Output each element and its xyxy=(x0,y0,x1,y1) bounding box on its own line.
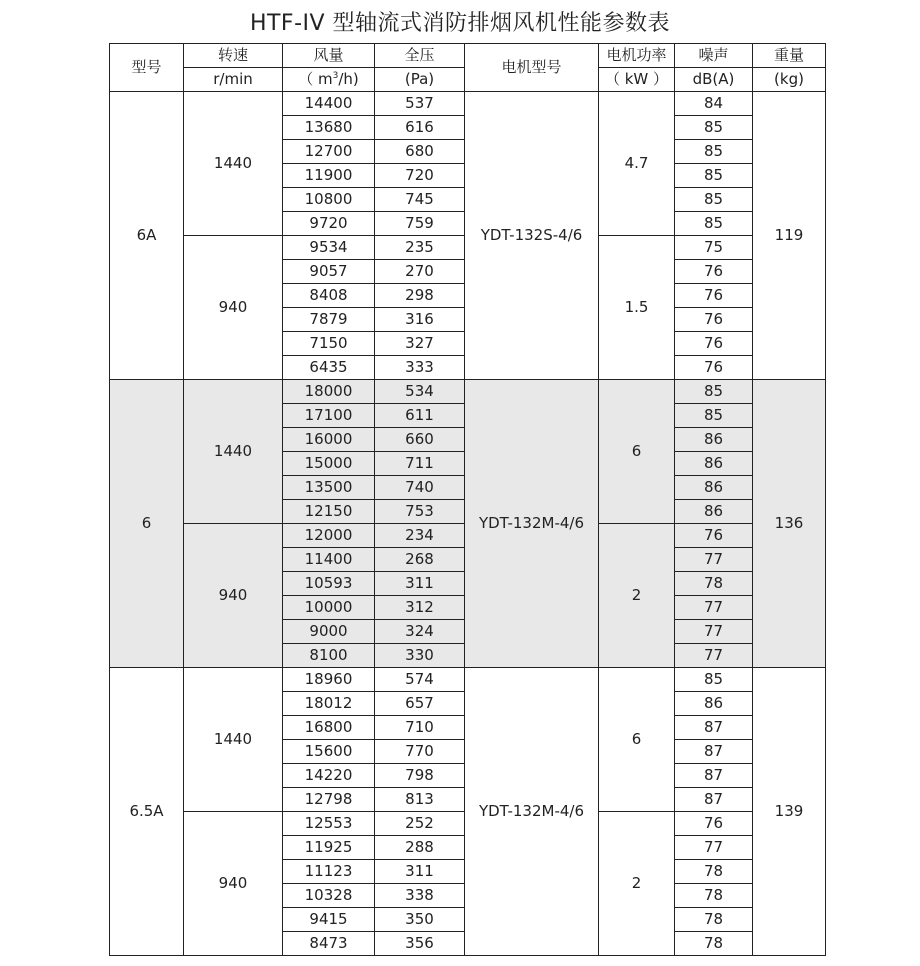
cell-flow: 9000 xyxy=(283,620,375,644)
cell-pressure: 720 xyxy=(375,164,465,188)
cell-model: 6 xyxy=(110,380,184,668)
cell-pressure: 711 xyxy=(375,452,465,476)
cell-weight: 139 xyxy=(753,668,826,956)
table-header xyxy=(110,44,826,92)
cell-pressure: 753 xyxy=(375,500,465,524)
cell-pressure: 327 xyxy=(375,332,465,356)
cell-noise: 76 xyxy=(675,284,753,308)
cell-power: 6 xyxy=(599,380,675,524)
cell-weight: 136 xyxy=(753,380,826,668)
cell-noise: 76 xyxy=(675,308,753,332)
cell-pressure: 680 xyxy=(375,140,465,164)
cell-flow: 10000 xyxy=(283,596,375,620)
header-pressure-unit: (Pa) xyxy=(375,68,465,92)
header-pressure: 全压 xyxy=(375,44,465,68)
cell-flow: 11900 xyxy=(283,164,375,188)
cell-noise: 78 xyxy=(675,860,753,884)
cell-pressure: 745 xyxy=(375,188,465,212)
cell-flow: 10593 xyxy=(283,572,375,596)
cell-noise: 76 xyxy=(675,260,753,284)
cell-model: 6.5A xyxy=(110,668,184,956)
cell-noise: 78 xyxy=(675,572,753,596)
cell-speed: 940 xyxy=(184,812,283,956)
header-weight: 重量 xyxy=(753,44,826,68)
flow-unit-sup: 3 xyxy=(332,71,339,81)
cell-flow: 15000 xyxy=(283,452,375,476)
cell-pressure: 288 xyxy=(375,836,465,860)
table-body xyxy=(110,92,826,956)
cell-noise: 78 xyxy=(675,932,753,956)
performance-table xyxy=(109,43,826,956)
header-flow-unit xyxy=(283,68,375,92)
cell-noise: 76 xyxy=(675,332,753,356)
cell-speed: 940 xyxy=(184,236,283,380)
cell-pressure: 311 xyxy=(375,572,465,596)
cell-flow: 7150 xyxy=(283,332,375,356)
cell-model: 6A xyxy=(110,92,184,380)
cell-flow: 8408 xyxy=(283,284,375,308)
cell-flow: 16000 xyxy=(283,428,375,452)
cell-noise: 85 xyxy=(675,116,753,140)
cell-noise: 87 xyxy=(675,788,753,812)
cell-pressure: 252 xyxy=(375,812,465,836)
cell-pressure: 270 xyxy=(375,260,465,284)
cell-flow: 18012 xyxy=(283,692,375,716)
header-speed-unit: r/min xyxy=(184,68,283,92)
cell-pressure: 660 xyxy=(375,428,465,452)
cell-flow: 8473 xyxy=(283,932,375,956)
cell-pressure: 333 xyxy=(375,356,465,380)
header-motor: 电机型号 xyxy=(465,44,599,92)
cell-pressure: 235 xyxy=(375,236,465,260)
flow-unit-pre: （ m xyxy=(298,70,333,88)
table-row xyxy=(110,668,826,692)
cell-pressure: 770 xyxy=(375,740,465,764)
cell-weight: 119 xyxy=(753,92,826,380)
cell-noise: 76 xyxy=(675,356,753,380)
cell-noise: 76 xyxy=(675,524,753,548)
cell-noise: 85 xyxy=(675,188,753,212)
cell-pressure: 330 xyxy=(375,644,465,668)
cell-power: 2 xyxy=(599,812,675,956)
cell-noise: 77 xyxy=(675,836,753,860)
cell-pressure: 356 xyxy=(375,932,465,956)
header-noise: 噪声 xyxy=(675,44,753,68)
cell-motor: YDT-132M-4/6 xyxy=(465,380,599,668)
cell-flow: 16800 xyxy=(283,716,375,740)
cell-noise: 85 xyxy=(675,140,753,164)
cell-pressure: 798 xyxy=(375,764,465,788)
flow-unit-post: /h) xyxy=(338,70,359,88)
cell-speed: 1440 xyxy=(184,380,283,524)
cell-motor: YDT-132S-4/6 xyxy=(465,92,599,380)
cell-pressure: 759 xyxy=(375,212,465,236)
cell-noise: 86 xyxy=(675,692,753,716)
cell-speed: 940 xyxy=(184,524,283,668)
header-weight-unit: (kg) xyxy=(753,68,826,92)
cell-pressure: 740 xyxy=(375,476,465,500)
cell-flow: 12150 xyxy=(283,500,375,524)
cell-pressure: 616 xyxy=(375,116,465,140)
cell-flow: 13680 xyxy=(283,116,375,140)
cell-flow: 8100 xyxy=(283,644,375,668)
cell-noise: 86 xyxy=(675,452,753,476)
table-row xyxy=(110,92,826,116)
cell-pressure: 710 xyxy=(375,716,465,740)
cell-noise: 87 xyxy=(675,716,753,740)
cell-power: 6 xyxy=(599,668,675,812)
cell-pressure: 316 xyxy=(375,308,465,332)
cell-pressure: 350 xyxy=(375,908,465,932)
cell-power: 4.7 xyxy=(599,92,675,236)
cell-pressure: 657 xyxy=(375,692,465,716)
cell-noise: 76 xyxy=(675,812,753,836)
cell-pressure: 268 xyxy=(375,548,465,572)
header-noise-unit: dB(A) xyxy=(675,68,753,92)
cell-pressure: 537 xyxy=(375,92,465,116)
cell-pressure: 312 xyxy=(375,596,465,620)
cell-flow: 18960 xyxy=(283,668,375,692)
cell-flow: 12700 xyxy=(283,140,375,164)
cell-flow: 9534 xyxy=(283,236,375,260)
cell-noise: 78 xyxy=(675,884,753,908)
cell-flow: 15600 xyxy=(283,740,375,764)
cell-noise: 85 xyxy=(675,164,753,188)
cell-flow: 17100 xyxy=(283,404,375,428)
cell-pressure: 534 xyxy=(375,380,465,404)
cell-noise: 85 xyxy=(675,380,753,404)
header-power-unit: （ kW ） xyxy=(599,68,675,92)
cell-pressure: 574 xyxy=(375,668,465,692)
cell-flow: 11400 xyxy=(283,548,375,572)
cell-noise: 85 xyxy=(675,668,753,692)
page-title: HTF-IV 型轴流式消防排烟风机性能参数表 xyxy=(249,11,671,36)
cell-noise: 86 xyxy=(675,500,753,524)
cell-noise: 77 xyxy=(675,644,753,668)
header-power: 电机功率 xyxy=(599,44,675,68)
cell-pressure: 338 xyxy=(375,884,465,908)
cell-noise: 87 xyxy=(675,740,753,764)
cell-noise: 77 xyxy=(675,596,753,620)
cell-noise: 86 xyxy=(675,428,753,452)
cell-flow: 6435 xyxy=(283,356,375,380)
cell-noise: 77 xyxy=(675,548,753,572)
cell-motor: YDT-132M-4/6 xyxy=(465,668,599,956)
table-row xyxy=(110,380,826,404)
cell-speed: 1440 xyxy=(184,92,283,236)
cell-noise: 85 xyxy=(675,404,753,428)
cell-flow: 18000 xyxy=(283,380,375,404)
cell-flow: 9057 xyxy=(283,260,375,284)
cell-noise: 85 xyxy=(675,212,753,236)
cell-flow: 14400 xyxy=(283,92,375,116)
header-speed: 转速 xyxy=(184,44,283,68)
cell-flow: 9720 xyxy=(283,212,375,236)
cell-flow: 9415 xyxy=(283,908,375,932)
cell-pressure: 611 xyxy=(375,404,465,428)
cell-noise: 78 xyxy=(675,908,753,932)
header-model: 型号 xyxy=(110,44,184,92)
cell-pressure: 298 xyxy=(375,284,465,308)
cell-noise: 86 xyxy=(675,476,753,500)
cell-noise: 77 xyxy=(675,620,753,644)
cell-noise: 75 xyxy=(675,236,753,260)
cell-pressure: 324 xyxy=(375,620,465,644)
cell-pressure: 311 xyxy=(375,860,465,884)
cell-flow: 12798 xyxy=(283,788,375,812)
cell-flow: 12553 xyxy=(283,812,375,836)
cell-flow: 12000 xyxy=(283,524,375,548)
cell-pressure: 813 xyxy=(375,788,465,812)
cell-flow: 11123 xyxy=(283,860,375,884)
cell-noise: 84 xyxy=(675,92,753,116)
cell-power: 1.5 xyxy=(599,236,675,380)
cell-noise: 87 xyxy=(675,764,753,788)
header-flow: 风量 xyxy=(283,44,375,68)
cell-flow: 13500 xyxy=(283,476,375,500)
cell-flow: 10800 xyxy=(283,188,375,212)
cell-flow: 10328 xyxy=(283,884,375,908)
cell-power: 2 xyxy=(599,524,675,668)
cell-flow: 14220 xyxy=(283,764,375,788)
cell-flow: 7879 xyxy=(283,308,375,332)
cell-pressure: 234 xyxy=(375,524,465,548)
cell-speed: 1440 xyxy=(184,668,283,812)
cell-flow: 11925 xyxy=(283,836,375,860)
